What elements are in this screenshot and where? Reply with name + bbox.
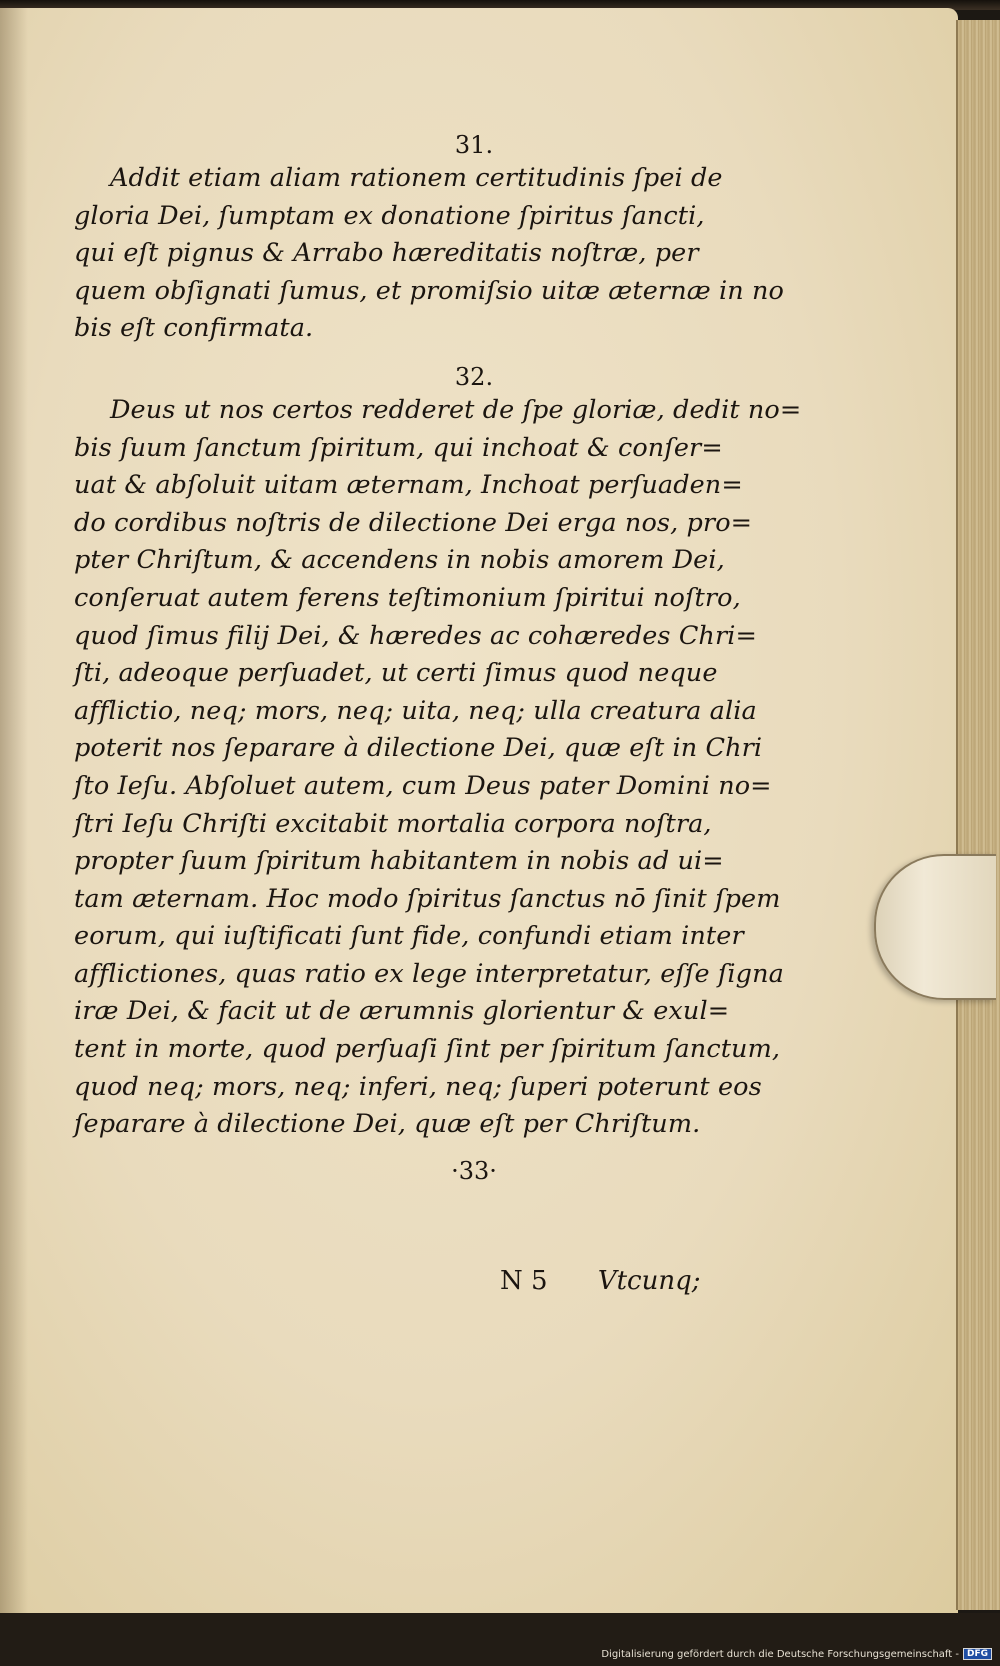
text-line: bis eſt confirmata. <box>74 313 314 344</box>
page-footer-catchwords <box>500 1266 701 1296</box>
page-stack-edge <box>956 20 1000 1610</box>
section-number-31: 31. <box>454 131 494 159</box>
text-line: tam æternam. Hoc modo ſpiritus ſanctus nō ſinit ſpem <box>74 883 781 914</box>
text-line: iræ Dei, & facit ut de ærumnis glorientur & exul= <box>74 996 730 1027</box>
text-line: quod neq; mors, neq; inferi, neq; ſuperi poterunt eos <box>74 1071 762 1102</box>
text-line: conſeruat autem ferens teſtimonium ſpiritui noſtro, <box>74 582 741 613</box>
text-line: ſtri Ieſu Chriſti excitabit mortalia corpora noſtra, <box>74 808 712 839</box>
scan-footer-band <box>0 1613 1000 1666</box>
text-line: do cordibus noſtris de dilectione Dei erga nos, pro= <box>74 507 753 538</box>
clasp-tab <box>874 854 996 1000</box>
text-line: afflictiones, quas ratio ex lege interpretatur, eſſe ſigna <box>74 958 784 989</box>
text-line: eorum, qui iuſtificati ſunt fide, confundi etiam inter <box>74 921 744 952</box>
digitization-credit <box>601 1648 992 1660</box>
body-text <box>74 120 802 1186</box>
text-line: afflictio, neq; mors, neq; uita, neq; ulla creatura alia <box>74 695 757 726</box>
section-number-32: 32. <box>454 362 494 391</box>
dfg-logo: DFG <box>963 1648 992 1660</box>
text-line: quem obſignati ſumus, et promiſsio uitæ æternæ in no <box>74 275 784 306</box>
text-line: uat & abſoluit uitam æternam, Inchoat perſuaden= <box>74 470 743 501</box>
text-line: ſti, adeoque perſuadet, ut certi ſimus quod neque <box>74 658 718 689</box>
signature-mark: N 5 <box>500 1266 548 1296</box>
text-line: tent in morte, quod perſuaſi ſint per ſpiritum ſanctum, <box>74 1034 781 1065</box>
text-line: poterit nos ſeparare à dilectione Dei, quæ eſt in Chri <box>74 733 763 764</box>
text-line: bis ſuum ſanctum ſpiritum, qui inchoat & conſer= <box>74 432 723 463</box>
text-line: pter Chriſtum, & accendens in nobis amorem Dei, <box>74 545 725 576</box>
text-line: quod ſimus filij Dei, & hæredes ac cohæredes Chri= <box>74 620 757 651</box>
catchword: Vtcunq; <box>597 1266 701 1296</box>
section-31-paragraph <box>74 160 784 348</box>
gutter-shadow <box>0 8 28 1613</box>
text-line: propter ſuum ſpiritum habitantem in nobis ad ui= <box>74 846 724 877</box>
text-line: gloria Dei, ſumptam ex donatione ſpiritus ſancti, <box>74 200 705 231</box>
text-line: ſeparare à dilectione Dei, quæ eſt per Chriſtum. <box>74 1109 701 1140</box>
credit-text: Digitalisierung gefördert durch die Deutsche Forschungsgemeinschaft - <box>601 1648 959 1660</box>
text-line: Deus ut nos certos redderet de ſpe gloriæ, dedit no= <box>110 394 802 425</box>
section-32-paragraph <box>74 392 802 1144</box>
text-line: Addit etiam aliam rationem certitudinis ſpei de <box>110 163 723 193</box>
text-line: qui eſt pignus & Arrabo hæreditatis noſtræ, per <box>74 238 699 269</box>
text-line: ſto Ieſu. Abſoluet autem, cum Deus pater Domini no= <box>74 770 772 801</box>
section-number-33: ·33· <box>451 1156 497 1185</box>
